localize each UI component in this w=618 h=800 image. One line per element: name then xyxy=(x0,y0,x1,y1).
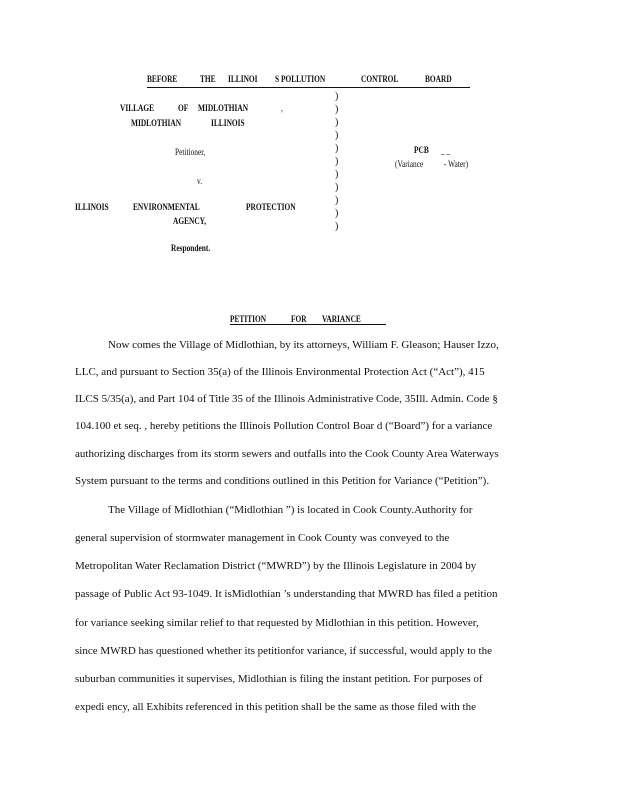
respondent-environmental: ENVIRONMENTAL xyxy=(133,202,200,212)
bracket-glyph: ) xyxy=(335,195,339,206)
pcb-number-blank: _ _ xyxy=(441,146,451,156)
petition-title-word: VARIANCE xyxy=(322,314,361,324)
body-line: LLC, and pursuant to Section 35(a) of the Illinois Environmental Protection Act (“Act”), 415 xyxy=(75,366,485,378)
respondent-agency: AGENCY, xyxy=(173,216,207,226)
bracket-glyph: ) xyxy=(335,117,339,128)
bracket-glyph: ) xyxy=(335,208,339,219)
bracket-glyph: ) xyxy=(335,143,339,154)
petitioner-comma: , xyxy=(281,103,283,113)
title-word: BOARD xyxy=(425,74,452,84)
respondent-illinois: ILLINOIS xyxy=(75,202,109,212)
body-line: passage of Public Act 93-1049. It isMidlothian ’s understanding that MWRD has filed a petition xyxy=(75,588,498,600)
title-underline xyxy=(147,87,470,88)
body-line: The Village of Midlothian (“Midlothian ”) is located in Cook County.Authority for xyxy=(108,504,473,516)
bracket-glyph: ) xyxy=(335,221,339,232)
title-word: S POLLUTION xyxy=(275,74,326,84)
bracket-glyph: ) xyxy=(335,169,339,180)
variance-label: (Variance xyxy=(395,159,424,169)
body-line: Metropolitan Water Reclamation District (“MWRD”) by the Illinois Legislature in 2004 by xyxy=(75,560,477,572)
water-label: - Water) xyxy=(444,159,469,169)
body-line: general supervision of stormwater management in Cook County was conveyed to the xyxy=(75,532,450,544)
petitioner-village: VILLAGE xyxy=(120,103,155,113)
body-line: for variance seeking similar relief to that requested by Midlothian in this petition. However, xyxy=(75,617,479,629)
petition-title-underline xyxy=(230,324,386,325)
body-line: suburban communities it supervises, Midlothian is filing the instant petition. For purposes of xyxy=(75,673,483,685)
bracket-glyph: ) xyxy=(335,156,339,167)
title-word: BEFORE xyxy=(147,74,178,84)
pcb-label: PCB xyxy=(414,145,429,155)
body-line: System pursuant to the terms and conditions outlined in this Petition for Variance (“Petition”). xyxy=(75,475,490,487)
respondent-label: Respondent. xyxy=(171,243,211,253)
bracket-glyph: ) xyxy=(335,104,339,115)
body-line: ILCS 5/35(a), and Part 104 of Title 35 of the Illinois Administrative Code, 35Ill. Admin. Code § xyxy=(75,393,498,405)
petition-title-word: FOR xyxy=(291,314,307,324)
petitioner-of: OF xyxy=(178,103,189,113)
petitioner-label: Petitioner, xyxy=(175,147,206,157)
petition-title-word: PETITION xyxy=(230,314,267,324)
petitioner-state: ILLINOIS xyxy=(211,118,245,128)
body-line: 104.100 et seq. , hereby petitions the Illinois Pollution Control Boar d (“Board”) for a variance xyxy=(75,420,493,432)
versus-label: v. xyxy=(197,176,203,186)
bracket-glyph: ) xyxy=(335,91,339,102)
title-word: ILLINOI xyxy=(228,74,258,84)
body-line: since MWRD has questioned whether its petitionfor variance, if successful, would apply to the xyxy=(75,645,492,657)
title-word: THE xyxy=(200,74,216,84)
title-word: CONTROL xyxy=(361,74,399,84)
petitioner-city: MIDLOTHIAN xyxy=(131,118,182,128)
bracket-glyph: ) xyxy=(335,130,339,141)
respondent-protection: PROTECTION xyxy=(246,202,296,212)
body-line: authorizing discharges from its storm sewers and outfalls into the Cook County Area Waterways xyxy=(75,448,499,460)
bracket-glyph: ) xyxy=(335,182,339,193)
body-line: expedi ency, all Exhibits referenced in this petition shall be the same as those filed with the xyxy=(75,701,476,713)
petitioner-midlothian: MIDLOTHIAN xyxy=(198,103,249,113)
body-line: Now comes the Village of Midlothian, by its attorneys, William F. Gleason; Hauser Izzo, xyxy=(108,339,499,351)
